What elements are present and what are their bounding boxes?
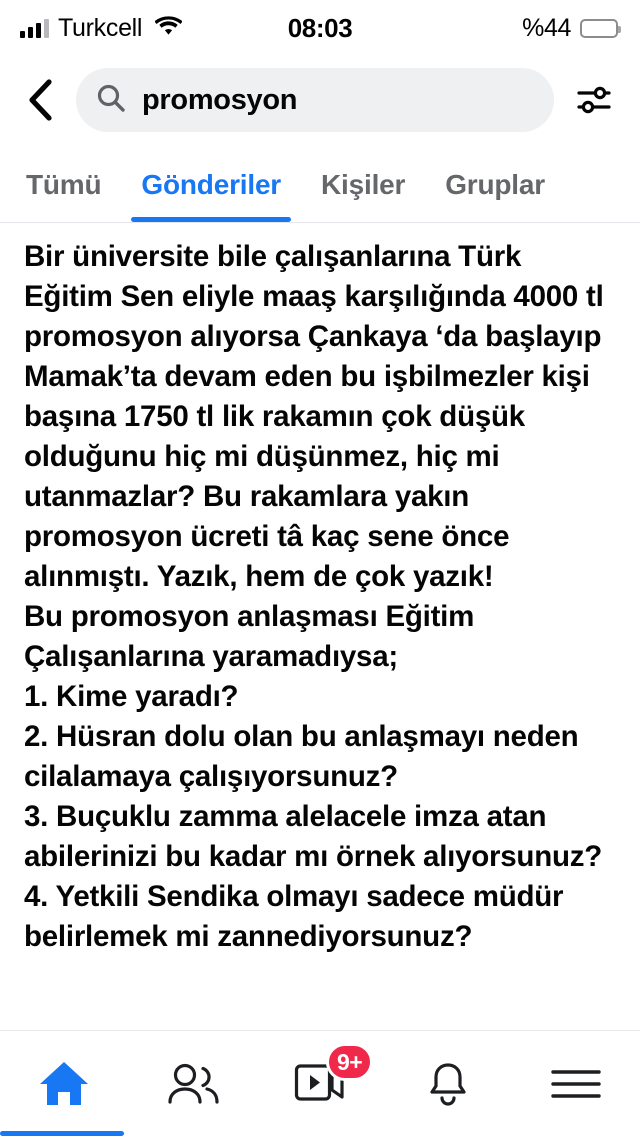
nav-item-home[interactable]: [0, 1031, 128, 1136]
friends-icon: [163, 1062, 221, 1106]
tab-label: Gönderiler: [141, 169, 282, 200]
post-paragraph: 2. Hüsran dolu olan bu anlaşmayı neden cilalamaya çalışıyorsunuz?: [24, 720, 579, 793]
signal-bars-icon: [20, 18, 49, 38]
battery-icon: [580, 19, 618, 38]
back-chevron-icon: [27, 78, 53, 122]
tab-kisiler[interactable]: [321, 148, 427, 222]
search-icon: [96, 83, 126, 118]
post-paragraph: 1. Kime yaradı?: [24, 680, 239, 713]
search-filter-button[interactable]: [568, 72, 622, 128]
search-header: [0, 56, 640, 148]
battery-percent-label: %44: [522, 13, 571, 42]
search-query-text: promosyon: [142, 83, 298, 116]
tab-label: Tümü: [26, 169, 102, 200]
nav-item-watch[interactable]: [256, 1031, 384, 1136]
post-paragraph: Bir üniversite bile çalışanlarına Türk Eğitim Sen eliyle maaş karşılığında 4000 tl promosyon alıyorsa Çankaya ‘da başlayıp Mamak’ta devam eden bu işbilmezler kişi başına 1750 tl lik rakamın çok düşük olduğunu hiç mi düşünmez, hiç mi utanmazlar? Bu rakamlara yakın promosyon ücreti tâ kaç sene önce alınmıştı. Yazık, hem de çok yazık!: [24, 240, 604, 593]
watch-badge: 9+: [326, 1043, 373, 1081]
tab-tumu[interactable]: [26, 148, 123, 222]
tab-gonderiler[interactable]: [141, 148, 303, 222]
post-paragraph: 4. Yetkili Sendika olmayı sadece müdür belirlemek mi zannediyorsunuz?: [24, 880, 564, 953]
filter-sliders-icon: [575, 83, 615, 117]
status-bar-left: [20, 14, 182, 43]
status-bar: [0, 0, 640, 56]
bottom-navigation-bar: [0, 1030, 640, 1136]
post-paragraph: Bu promosyon anlaşması Eğitim Çalışanlarına yaramadıysa;: [24, 600, 475, 673]
home-icon: [38, 1059, 90, 1109]
tab-gruplar[interactable]: [445, 148, 567, 222]
tab-label: Gruplar: [445, 169, 545, 200]
back-button[interactable]: [18, 72, 62, 128]
nav-item-menu[interactable]: [512, 1031, 640, 1136]
status-bar-time: 08:03: [287, 12, 353, 43]
search-input[interactable]: [76, 68, 554, 132]
status-bar-right: [522, 14, 618, 43]
carrier-label: Turkcell: [58, 13, 143, 42]
bell-icon: [426, 1060, 470, 1108]
search-result-tabs: [0, 148, 640, 222]
hamburger-menu-icon: [550, 1065, 602, 1103]
post-paragraph: 3. Buçuklu zamma alelacele imza atan abilerinizi bu kadar mı örnek alıyorsunuz?: [24, 800, 603, 873]
nav-item-notifications[interactable]: [384, 1031, 512, 1136]
post-content[interactable]: [0, 223, 640, 1021]
tab-label: Kişiler: [321, 169, 406, 200]
wifi-icon: [155, 14, 182, 43]
home-indicator: [0, 1131, 124, 1136]
nav-item-friends[interactable]: [128, 1031, 256, 1136]
